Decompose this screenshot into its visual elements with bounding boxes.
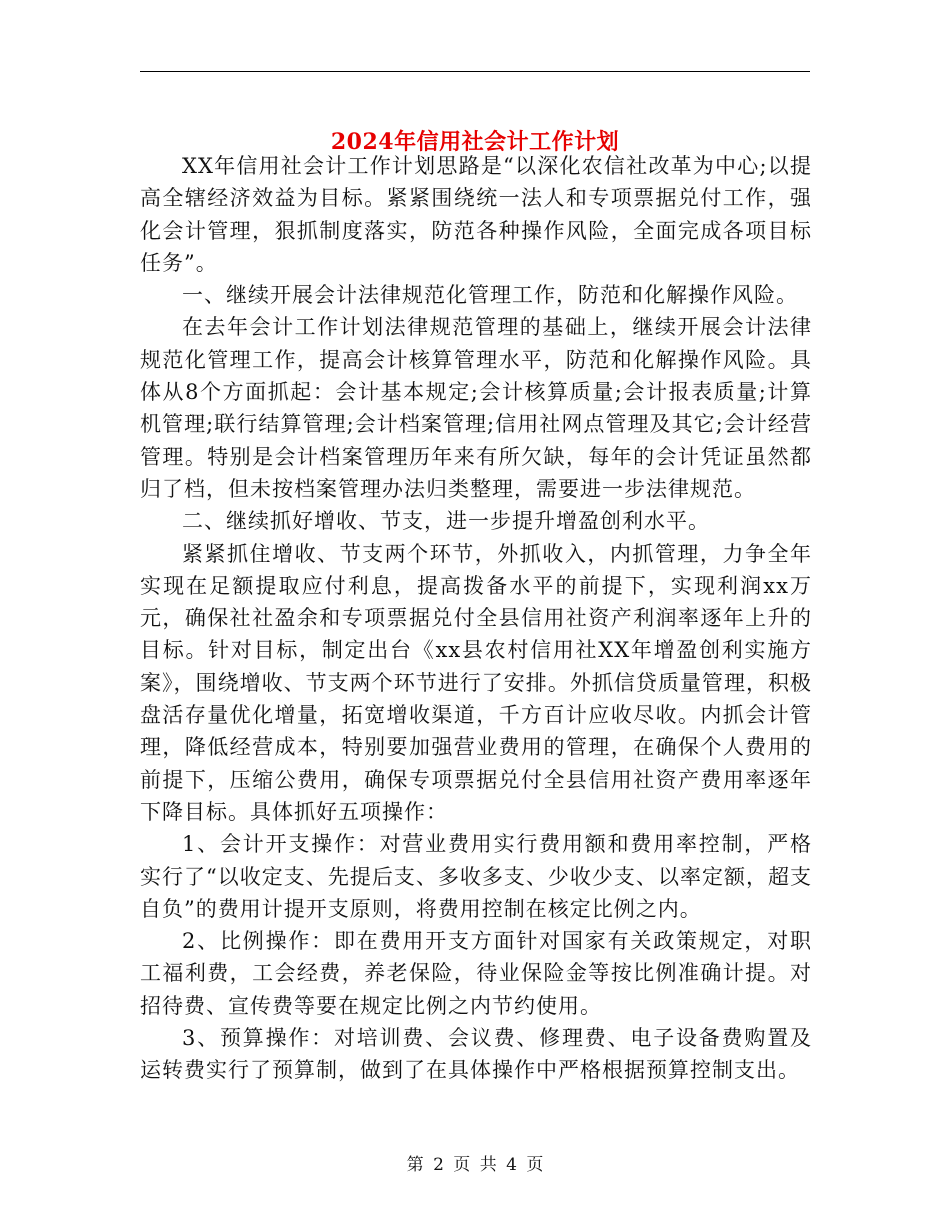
list-item-1: 1、会计开支操作：对营业费用实行费用额和费用率控制，严格实行了“以收定支、先提后支、多收多支、少收少支、以率定额，超支自负”的费用计提开支原则，将费用控制在核定比例之内。	[140, 832, 812, 921]
paragraph-section-2: 紧紧抓住增收、节支两个环节，外抓收入，内抓管理，力争全年实现在足额提取应付利息，提高拨备水平的前提下，实现利润xx万元，确保社社盈余和专项票据兑付全县信用社资产利润率逐年上升的目标。针对目标，制定出台《xx县农村信用社XX年增盈创利实施方案》，围绕增收、节支两个环节进行了安排。外抓信贷质量管理，积极盘活存量优化增量，拓宽增收渠道，千方百计应收尽收。内抓会计管理，降低经营成本，特别要加强营业费用的管理，在确保个人费用的前提下，压缩公费用，确保专项票据兑付全县信用社资产费用率逐年下降目标。具体抓好五项操作：	[140, 541, 812, 824]
header-rule	[140, 71, 810, 72]
list-item-3: 3、预算操作：对培训费、会议费、修理费、电子设备费购置及运转费实行了预算制，做到了在具体操作中严格根据预算控制支出。	[140, 1026, 812, 1083]
section-heading-1: 一、继续开展会计法律规范化管理工作，防范和化解操作风险。	[182, 283, 798, 308]
paragraph-section-1: 在去年会计工作计划法律规范管理的基础上，继续开展会计法律规范化管理工作，提高会计核算管理水平，防范和化解操作风险。具体从8个方面抓起：会计基本规定;会计核算质量;会计报表质量;计算机管理;联行结算管理;会计档案管理;信用社网点管理及其它;会计经营管理。特别是会计档案管理历年来有所欠缺，每年的会计凭证虽然都归了档，但未按档案管理办法归类整理，需要进一步法律规范。	[140, 315, 812, 501]
document-title: 2024年信用社会计工作计划	[330, 128, 620, 155]
document-body	[140, 150, 812, 1087]
list-item-2: 2、比例操作：即在费用开支方面针对国家有关政策规定，对职工福利费，工会经费，养老保险，待业保险金等按比例准确计提。对招待费、宣传费等要在规定比例之内节约使用。	[140, 929, 812, 1018]
page-number-footer: 第 2 页 共 4 页	[406, 1155, 544, 1175]
paragraph-intro: XX年信用社会计工作计划思路是“以深化农信社改革为中心;以提高全辖经济效益为目标。紧紧围绕统一法人和专项票据兑付工作，强化会计管理，狠抓制度落实，防范各种操作风险，全面完成各项目标任务”。	[140, 154, 812, 275]
section-heading-2: 二、继续抓好增收、节支，进一步提升增盈创利水平。	[182, 509, 710, 534]
